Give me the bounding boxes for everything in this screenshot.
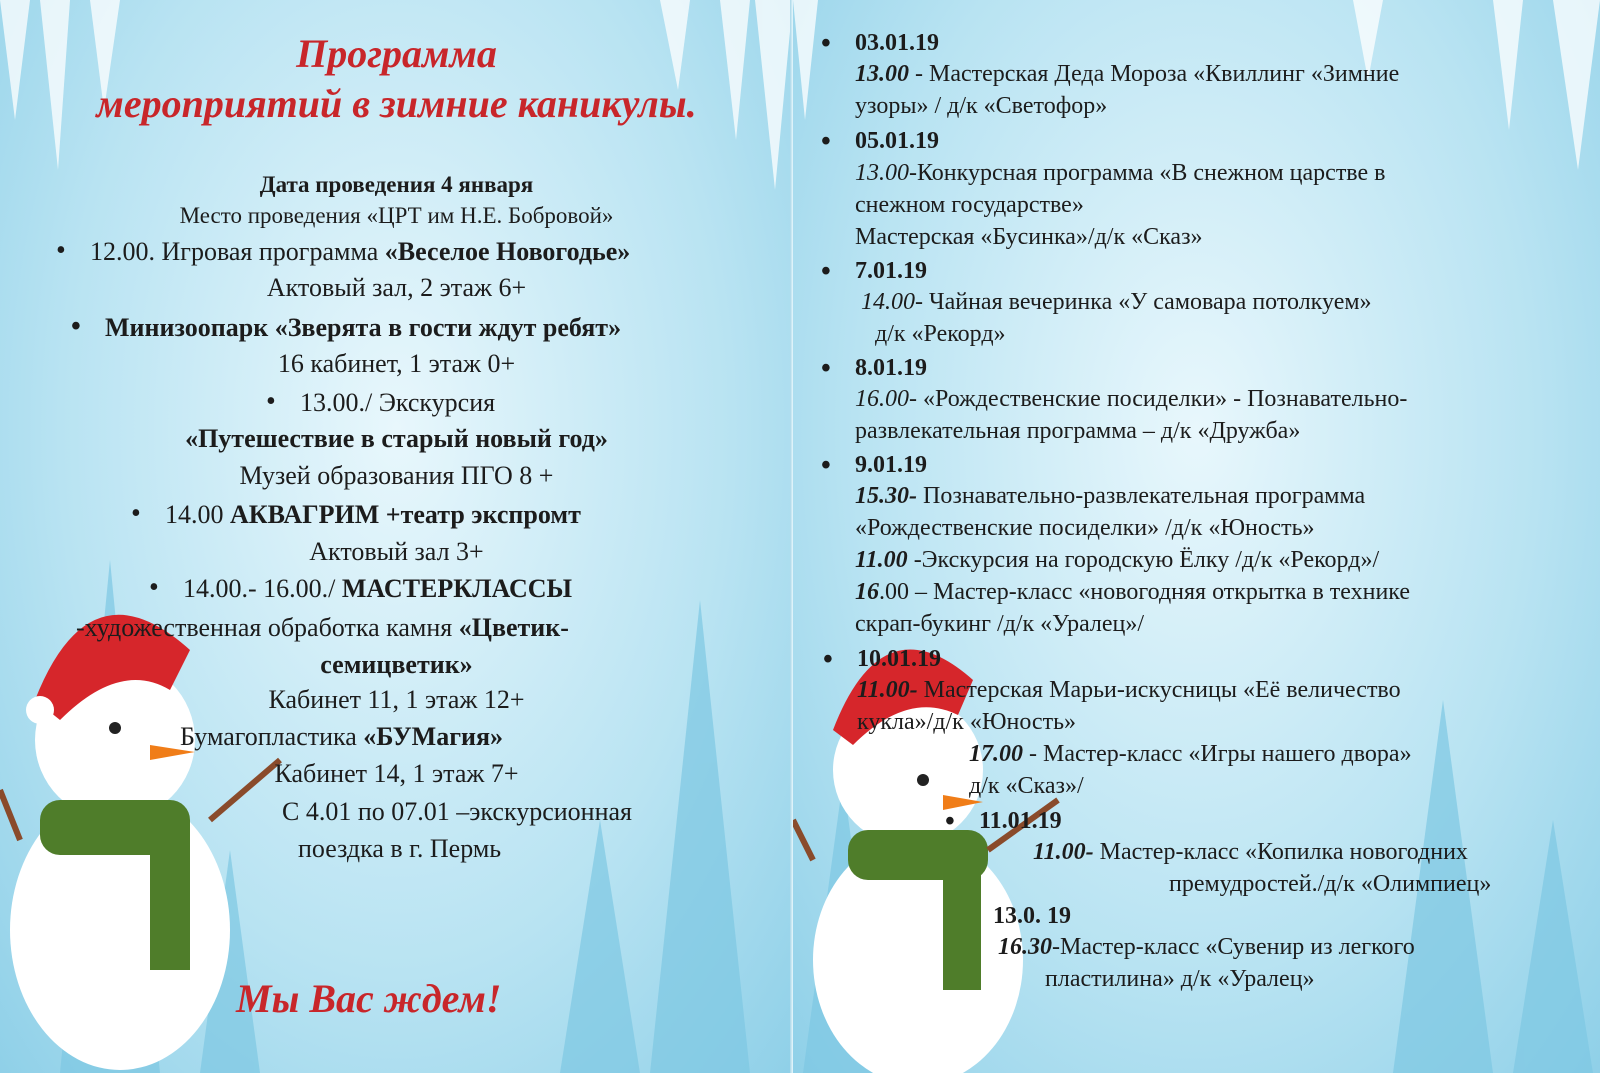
event-09-01-time3: 16	[855, 579, 879, 605]
date-10-01: • 10.01.19	[857, 646, 941, 673]
event-03-01-line2: узоры» / д/к «Светофор»	[855, 93, 1108, 119]
event-item-1-title: «Веселое Новогодье»	[384, 237, 631, 266]
event-10-01-text1: Мастерская Марьи-искусницы «Её величество	[917, 677, 1401, 703]
event-03-01-line1	[855, 61, 1399, 88]
event-item-5-desc: -художественная обработка камня	[76, 613, 459, 642]
event-10-01-line3	[969, 741, 1412, 768]
event-09-01-line5: скрап-букинг /д/к «Уралец»/	[855, 611, 1145, 637]
event-09-01-line2: «Рождественские посиделки» /д/к «Юность»	[855, 515, 1315, 541]
event-09-01-time1: 15.30-	[855, 483, 917, 509]
event-10-01-line2: кукла»/д/к «Юность»	[857, 709, 1077, 735]
event-item-5-line4	[180, 722, 503, 752]
place-line: Место проведения «ЦРТ им Н.Е. Бобровой»	[179, 203, 614, 228]
event-08-01-line2: развлекательная программа – д/к «Дружба»	[855, 418, 1301, 444]
event-item-5	[183, 574, 572, 604]
event-05-01-line3: Мастерская «Бусинка»/д/к «Сказ»	[855, 224, 1203, 250]
event-item-2: • Минизоопарк «Зверята в гости ждут ребят»	[105, 313, 621, 343]
event-09-01-text3: -Экскурсия на городскую Ёлку /д/к «Рекорд»/	[907, 547, 1380, 573]
event-item-4-place: Актовый зал 3+	[309, 537, 484, 566]
event-item-3-place: Музей образования ПГО 8 +	[239, 461, 554, 490]
event-09-01-text4: .00 – Мастер-класс «новогодняя открытка в технике	[879, 579, 1411, 605]
event-13-01-line2: пластилина» д/к «Уралец»	[1045, 966, 1315, 992]
event-08-01-time: 16.00	[855, 386, 909, 412]
event-item-4	[165, 500, 581, 530]
event-13-01-line1	[998, 934, 1415, 961]
program-title-line2: мероприятий в зимние каникулы.	[96, 81, 697, 126]
event-09-01-line1	[855, 483, 1365, 510]
event-07-01-line2: д/к «Рекорд»	[875, 321, 1006, 347]
left-page	[0, 0, 793, 1073]
event-item-2-place: 16 кабинет, 1 этаж 0+	[277, 349, 516, 378]
event-07-01-time: 14.00	[861, 289, 915, 315]
event-item-5-title: МАСТЕРКЛАССЫ	[341, 574, 573, 603]
right-page	[793, 0, 1600, 1073]
event-11-01-time: 11.00-	[1033, 839, 1094, 865]
event-07-01-line1	[861, 289, 1372, 316]
event-10-01-line4: д/к «Сказ»/	[969, 773, 1084, 799]
event-10-01-time2: 17.00	[969, 741, 1023, 767]
event-08-01-text1: - «Рождественские посиделки» - Познавательно-	[909, 386, 1408, 412]
event-05-01-time: 13.00	[855, 160, 909, 186]
event-item-6-line1: С 4.01 по 07.01 –экскурсионная	[282, 797, 632, 826]
event-item-4-time: 14.00	[165, 500, 230, 529]
event-item-5-name1: «Цветик-	[458, 613, 569, 642]
date-09-01: • 9.01.19	[855, 452, 927, 479]
event-13-01-time: 16.30	[998, 934, 1052, 960]
event-10-01-text3: - Мастер-класс «Игры нашего двора»	[1023, 741, 1412, 767]
date-07-01: • 7.01.19	[855, 258, 927, 285]
date-11-01: • 11.01.19	[979, 808, 1062, 835]
event-item-1	[90, 237, 630, 267]
date-05-01: • 05.01.19	[855, 128, 939, 155]
event-03-01-time: 13.00	[855, 61, 909, 87]
slogan: Мы Вас ждем!	[236, 976, 502, 1021]
event-item-4-title: АКВАГРИМ +театр экспромт	[230, 500, 581, 529]
event-05-01-line2: снежном государстве»	[855, 192, 1084, 218]
event-08-01-line1	[855, 386, 1407, 413]
event-10-01-time1: 11.00-	[857, 677, 918, 703]
date-13-01: 13.0. 19	[993, 903, 1071, 929]
event-11-01-line2: премудростей./д/к «Олимпиец»	[1169, 871, 1492, 897]
event-10-01-line1	[857, 677, 1401, 704]
event-13-01-text1: -Мастер-класс «Сувенир из легкого	[1052, 934, 1415, 960]
event-03-01-text1: - Мастерская Деда Мороза «Квиллинг «Зимние	[909, 61, 1400, 87]
event-09-01-time2: 11.00	[855, 547, 908, 573]
date-08-01: • 8.01.19	[855, 355, 927, 382]
event-07-01-text1: - Чайная вечеринка «У самовара потолкуем»	[915, 289, 1372, 315]
event-05-01-text1: -Конкурсная программа «В снежном царстве в	[909, 160, 1386, 186]
event-05-01-line1	[855, 160, 1385, 187]
event-09-01-line3	[855, 547, 1379, 574]
event-item-5-craft: Бумагопластика	[180, 722, 364, 751]
event-09-01-text1: Познавательно-развлекательная программа	[917, 483, 1366, 509]
event-item-1-place: Актовый зал, 2 этаж 6+	[266, 273, 527, 302]
event-11-01-line1	[1033, 839, 1468, 866]
date-03-01: • 03.01.19	[855, 30, 939, 57]
event-item-5-place2: Кабинет 14, 1 этаж 7+	[274, 759, 519, 788]
event-item-5-line2	[76, 613, 569, 643]
event-item-6-line2: поездка в г. Пермь	[298, 834, 502, 863]
event-item-5-name3: «БУМагия»	[363, 722, 504, 751]
event-item-3-title: «Путешествие в старый новый год»	[185, 424, 608, 453]
event-item-5-place1: Кабинет 11, 1 этаж 12+	[268, 685, 525, 714]
program-title-line1: Программа	[296, 31, 497, 76]
event-11-01-text1: Мастер-класс «Копилка новогодних	[1093, 839, 1468, 865]
event-item-3: • 13.00./ Экскурсия	[300, 388, 495, 418]
event-item-5-name2: семицветик»	[320, 650, 473, 679]
event-item-5-time: 14.00.- 16.00./	[183, 574, 342, 603]
date-line: Дата проведения 4 января	[259, 172, 534, 197]
event-item-1-text: 12.00. Игровая программа	[90, 237, 385, 266]
event-09-01-line4	[855, 579, 1410, 606]
